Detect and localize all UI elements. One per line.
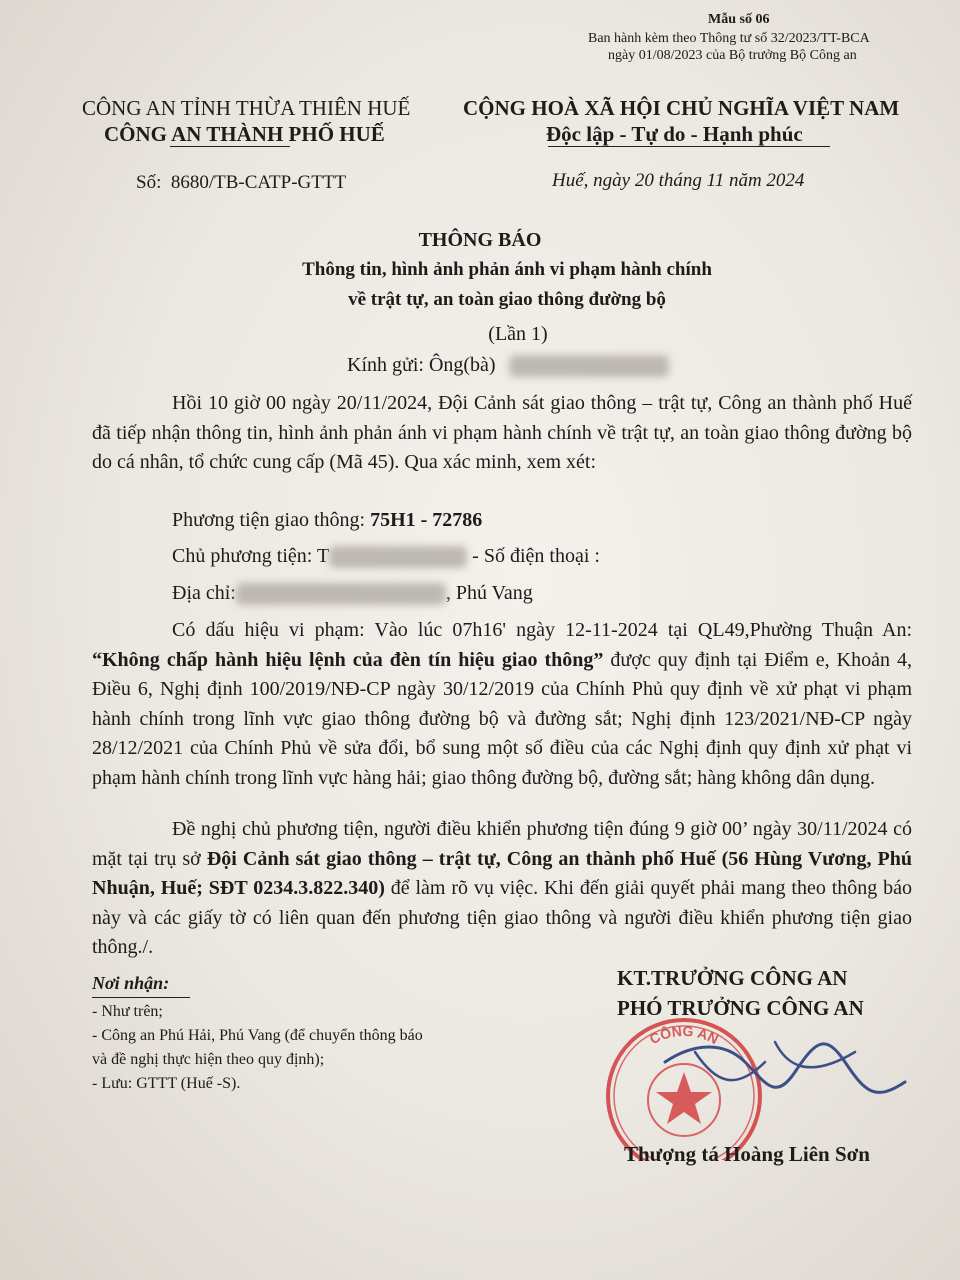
issue-date: Huế, ngày 20 tháng 11 năm 2024 — [552, 170, 805, 191]
seal-text: CÔNG AN — [646, 1022, 722, 1048]
request-office: Đội Cảnh sát giao thông – trật tự, Công an thành phố Huế (56 Hùng Vương, Phú Nhuận, Huế; SĐT 0234.3.822.340) — [92, 847, 912, 900]
document-title: THÔNG BÁO — [418, 229, 542, 251]
recipients-underline — [92, 997, 190, 998]
violation-quote: “Không chấp hành hiệu lệnh của đèn tín hiệu giao thông” — [92, 648, 604, 671]
document-number — [136, 172, 346, 194]
document-number-value: 8680/TB-CATP-GTTT — [170, 172, 347, 193]
agency-underline — [170, 146, 290, 147]
form-issuance-line1: Ban hành kèm theo Thông tư số 32/2023/TT-BCA — [588, 31, 870, 46]
document-subtitle1: Thông tin, hình ảnh phản ánh vi phạm hành chính — [302, 259, 712, 280]
owner-line — [172, 545, 600, 568]
vehicle-line — [172, 509, 482, 532]
agency-line2: CÔNG AN THÀNH PHỐ HUẾ — [104, 122, 385, 146]
request-rest: để làm rõ vụ việc. Khi đến giải quyết phải mang theo thông báo này và các giấy tờ có liên quan đến phương tiện giao thông và người điều khiển phương tiện giao thông./. — [92, 877, 913, 959]
addressee-line — [347, 354, 669, 377]
national-title: CỘNG HOÀ XÃ HỘI CHỦ NGHĨA VIỆT NAM — [463, 96, 900, 120]
intro-paragraph: Hồi 10 giờ 00 ngày 20/11/2024, Đội Cảnh sát giao thông – trật tự, Công an thành phố Huế đã tiếp nhận thông tin, hình ảnh phản ánh vi phạm hành chính về trật tự, an toàn giao thông đường bộ do cá nhân, tổ chức cung cấp (Mã 45). Qua xác minh, xem xét: — [92, 392, 912, 474]
address-label: Địa chỉ: — [172, 582, 236, 604]
violation-paragraph — [92, 616, 912, 794]
address-district: , Phú Vang — [445, 582, 533, 604]
signature-title2: PHÓ TRƯỞNG CÔNG AN — [617, 996, 864, 1020]
signature-title1: KT.TRƯỞNG CÔNG AN — [617, 966, 848, 990]
violation-legal-basis: được quy định tại Điểm e, Khoản 4, Điều 6, Nghị định 100/2019/NĐ-CP ngày 30/12/2019 của Chính Phủ quy định về xử phạt vi phạm hành chính trong lĩnh vực giao thông đường bộ và đường sắt; Nghị định 123/2021/NĐ-CP ngày 28/12/2021 của Chính Phủ về sửa đổi, bổ sung một số điều của các Nghị định quy định xử phạt vi phạm hành chính trong lĩnh vực hàng hải; giao thông đường bộ, đường sắt; hàng không dân dụng. — [92, 648, 912, 789]
form-issuance-line2: ngày 01/08/2023 của Bộ trưởng Bộ Công an — [608, 48, 857, 63]
redacted-addressee — [509, 355, 669, 377]
signer-name: Thượng tá Hoàng Liên Sơn — [624, 1142, 870, 1166]
vehicle-label: Phương tiện giao thông: — [172, 509, 366, 531]
recipient-item-1: - Như trên; — [92, 1003, 163, 1020]
redacted-owner-name — [329, 546, 467, 568]
recipient-item-2a: - Công an Phú Hải, Phú Vang (để chuyển thông báo — [92, 1027, 423, 1044]
request-lead: Đề nghị chủ phương tiện, người điều khiển phương tiện đúng 9 giờ 00’ ngày 30/11/2024 có mặt tại trụ sở — [92, 818, 912, 870]
owner-initial: T — [316, 545, 330, 567]
recipient-item-2b: và đề nghị thực hiện theo quy định); — [92, 1051, 325, 1068]
recipients-title: Nơi nhận: — [92, 973, 170, 993]
handwritten-signature — [655, 1022, 915, 1132]
document-subtitle2: về trật tự, an toàn giao thông đường bộ — [348, 289, 666, 310]
request-paragraph — [92, 815, 912, 963]
owner-label: Chủ phương tiện: — [172, 545, 313, 567]
agency-line1: CÔNG AN TỈNH THỪA THIÊN HUẾ — [82, 96, 411, 120]
motto-underline — [548, 146, 830, 147]
recipient-item-3: - Lưu: GTTT (Huế -S). — [92, 1075, 241, 1092]
violation-lead: Có dấu hiệu vi phạm: Vào lúc 07h16' ngày 12-11-2024 tại QL49,Phường Thuận An: — [172, 619, 912, 641]
redacted-address — [236, 583, 446, 605]
license-plate: 75H1 - 72786 — [370, 509, 483, 531]
addressee-label: Kính gửi: Ông(bà) — [347, 354, 496, 376]
notice-round: (Lần 1) — [488, 323, 548, 345]
document-number-label: Số: — [136, 172, 162, 193]
phone-label: - Số điện thoại : — [472, 545, 600, 567]
address-line — [172, 582, 533, 605]
national-motto: Độc lập - Tự do - Hạnh phúc — [546, 122, 803, 146]
form-number: Mẫu số 06 — [708, 12, 770, 27]
